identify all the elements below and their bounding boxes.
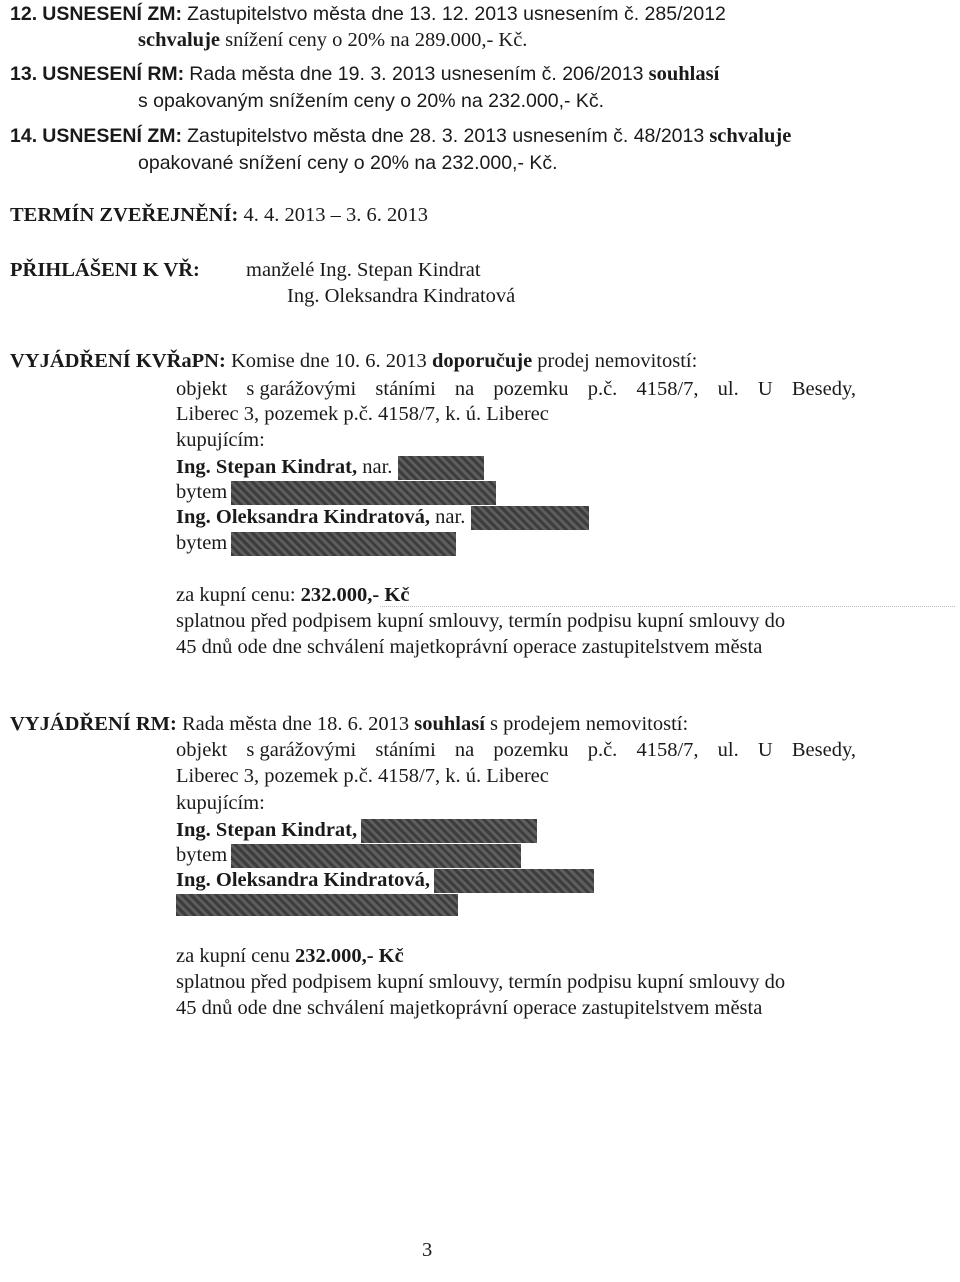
redaction-block	[471, 506, 589, 530]
kvrapn-verb: doporučuje	[431, 350, 533, 372]
prihlaseni-line2: Ing. Oleksandra Kindratová	[287, 285, 516, 307]
kvrapn-obj-w6: 4158/7,	[636, 378, 699, 400]
item-14-num: 14.	[10, 125, 38, 147]
kvrapn-intro-rest: prodej nemovitostí:	[537, 350, 698, 372]
rm-bytem1-label: bytem	[176, 844, 228, 866]
redaction-block	[361, 819, 537, 843]
rm-buyer1-name: Ing. Stepan Kindrat,	[176, 819, 358, 841]
item-14-heading: USNESENÍ ZM:	[42, 125, 182, 147]
rm-bytem1	[176, 843, 521, 868]
kvrapn-obj-w2: stáními	[375, 378, 436, 400]
rm-obj-w3: na	[454, 739, 475, 761]
rm-intro-rest: s prodejem nemovitostí:	[490, 713, 689, 735]
kvrapn-label: VYJÁDŘENÍ KVŘaPN:	[10, 350, 226, 372]
redaction-block	[231, 481, 496, 505]
item-12-line2	[138, 28, 527, 52]
kvrapn-liberec: Liberec 3, pozemek p.č. 4158/7, k. ú. Liberec	[176, 403, 549, 425]
redaction-block	[176, 894, 458, 916]
rm-price-value: 232.000,- Kč	[294, 945, 404, 967]
rm-obj-w1: s garážovými	[246, 739, 357, 761]
rm-obj-w2: stáními	[375, 739, 436, 761]
kvrapn-obj-w0: objekt	[176, 378, 228, 400]
kvrapn-object-line	[176, 377, 856, 401]
kvrapn-buyer2-name: Ing. Oleksandra Kindratová,	[176, 506, 431, 528]
kvrapn-obj-w1: s garážovými	[246, 378, 357, 400]
item-14-line2	[138, 151, 558, 175]
kvrapn-bytem2	[176, 531, 456, 556]
rm-obj-w7: ul.	[717, 739, 739, 761]
item-14-line2-text: opakované snížení ceny o 20% na 232.000,- Kč.	[138, 152, 558, 174]
kvrapn-buyer1-name: Ing. Stepan Kindrat,	[176, 456, 358, 478]
item-13-text: Rada města dne 19. 3. 2013 usnesením č. 206/2013	[189, 63, 644, 85]
scan-divider	[380, 606, 955, 607]
prihlaseni-line1: manželé Ing. Stepan Kindrat	[246, 259, 481, 281]
rm-object-line	[176, 738, 856, 762]
kvrapn-price-value: 232.000,- Kč	[300, 584, 410, 606]
termin-row	[10, 203, 428, 227]
kvrapn-pay-line1: splatnou před podpisem kupní smlouvy, termín podpisu kupní smlouvy do	[176, 610, 786, 632]
item-14-verb: schvaluje	[709, 125, 792, 147]
rm-header	[10, 712, 688, 736]
rm-liberec: Liberec 3, pozemek p.č. 4158/7, k. ú. Liberec	[176, 765, 549, 787]
item-13	[10, 62, 719, 86]
kvrapn-bytem1-label: bytem	[176, 481, 228, 503]
kvrapn-kupujicim: kupujícím:	[176, 429, 265, 451]
rm-obj-w9: Besedy,	[791, 739, 856, 761]
rm-pay-line2: 45 dnů ode dne schválení majetkoprávní operace zastupitelstvem města	[176, 997, 763, 1019]
item-13-verb: souhlasí	[648, 63, 720, 85]
redaction-block	[398, 456, 484, 480]
item-12-text: Zastupitelstvo města dne 13. 12. 2013 usnesením č. 285/2012	[187, 3, 726, 25]
kvrapn-obj-w7: ul.	[717, 378, 739, 400]
redaction-block	[231, 532, 456, 556]
kvrapn-intro: Komise dne 10. 6. 2013	[230, 350, 427, 372]
kvrapn-bytem1	[176, 480, 496, 505]
kvrapn-header	[10, 349, 697, 373]
rm-obj-w4: pozemku	[493, 739, 569, 761]
rm-price-label: za kupní cenu	[176, 945, 290, 967]
rm-buyer2-name: Ing. Oleksandra Kindratová,	[176, 869, 431, 891]
prihlaseni-label: PŘIHLÁŠENI K VŘ:	[10, 259, 200, 281]
item-13-heading: USNESENÍ RM:	[42, 63, 185, 85]
rm-obj-w6: 4158/7,	[636, 739, 699, 761]
page-number: 3	[422, 1239, 433, 1261]
rm-buyer1	[176, 818, 537, 843]
rm-price	[176, 944, 404, 968]
item-12-heading: USNESENÍ ZM:	[42, 3, 182, 25]
rm-verb: souhlasí	[414, 713, 485, 735]
kvrapn-obj-w5: p.č.	[587, 378, 618, 400]
item-12	[10, 2, 726, 26]
kvrapn-buyer1	[176, 455, 484, 480]
rm-kupujicim: kupujícím:	[176, 792, 265, 814]
kvrapn-pay-line2: 45 dnů ode dne schválení majetkoprávní operace zastupitelstvem města	[176, 636, 763, 658]
item-14-text: Zastupitelstvo města dne 28. 3. 2013 usnesením č. 48/2013	[187, 125, 705, 147]
kvrapn-bytem2-label: bytem	[176, 532, 228, 554]
rm-intro: Rada města dne 18. 6. 2013	[181, 713, 410, 735]
kvrapn-buyer2	[176, 505, 589, 530]
rm-label: VYJÁDŘENÍ RM:	[10, 713, 177, 735]
kvrapn-obj-w9: Besedy,	[791, 378, 856, 400]
rm-obj-w8: U	[757, 739, 773, 761]
termin-label: TERMÍN ZVEŘEJNĚNÍ:	[10, 204, 239, 226]
kvrapn-buyer1-nar: nar.	[362, 456, 393, 478]
item-12-num: 12.	[10, 3, 38, 25]
item-13-line2	[138, 89, 604, 113]
rm-obj-w5: p.č.	[587, 739, 618, 761]
item-12-line2-text: snížení ceny o 20% na 289.000,- Kč.	[225, 29, 528, 51]
termin-value: 4. 4. 2013 – 3. 6. 2013	[243, 204, 428, 226]
kvrapn-buyer2-nar: nar.	[435, 506, 466, 528]
kvrapn-obj-w3: na	[454, 378, 475, 400]
rm-pay-line1: splatnou před podpisem kupní smlouvy, termín podpisu kupní smlouvy do	[176, 971, 786, 993]
kvrapn-price	[176, 583, 409, 607]
kvrapn-price-label: za kupní cenu:	[176, 584, 296, 606]
redaction-block	[231, 844, 521, 868]
item-12-verb: schvaluje	[138, 29, 220, 51]
item-13-num: 13.	[10, 63, 38, 85]
kvrapn-obj-w4: pozemku	[493, 378, 569, 400]
item-13-line2-text: s opakovaným snížením ceny o 20% na 232.000,- Kč.	[138, 90, 605, 112]
kvrapn-obj-w8: U	[757, 378, 773, 400]
redaction-block	[434, 869, 594, 893]
item-14	[10, 124, 791, 148]
rm-buyer2	[176, 868, 594, 893]
rm-obj-w0: objekt	[176, 739, 228, 761]
